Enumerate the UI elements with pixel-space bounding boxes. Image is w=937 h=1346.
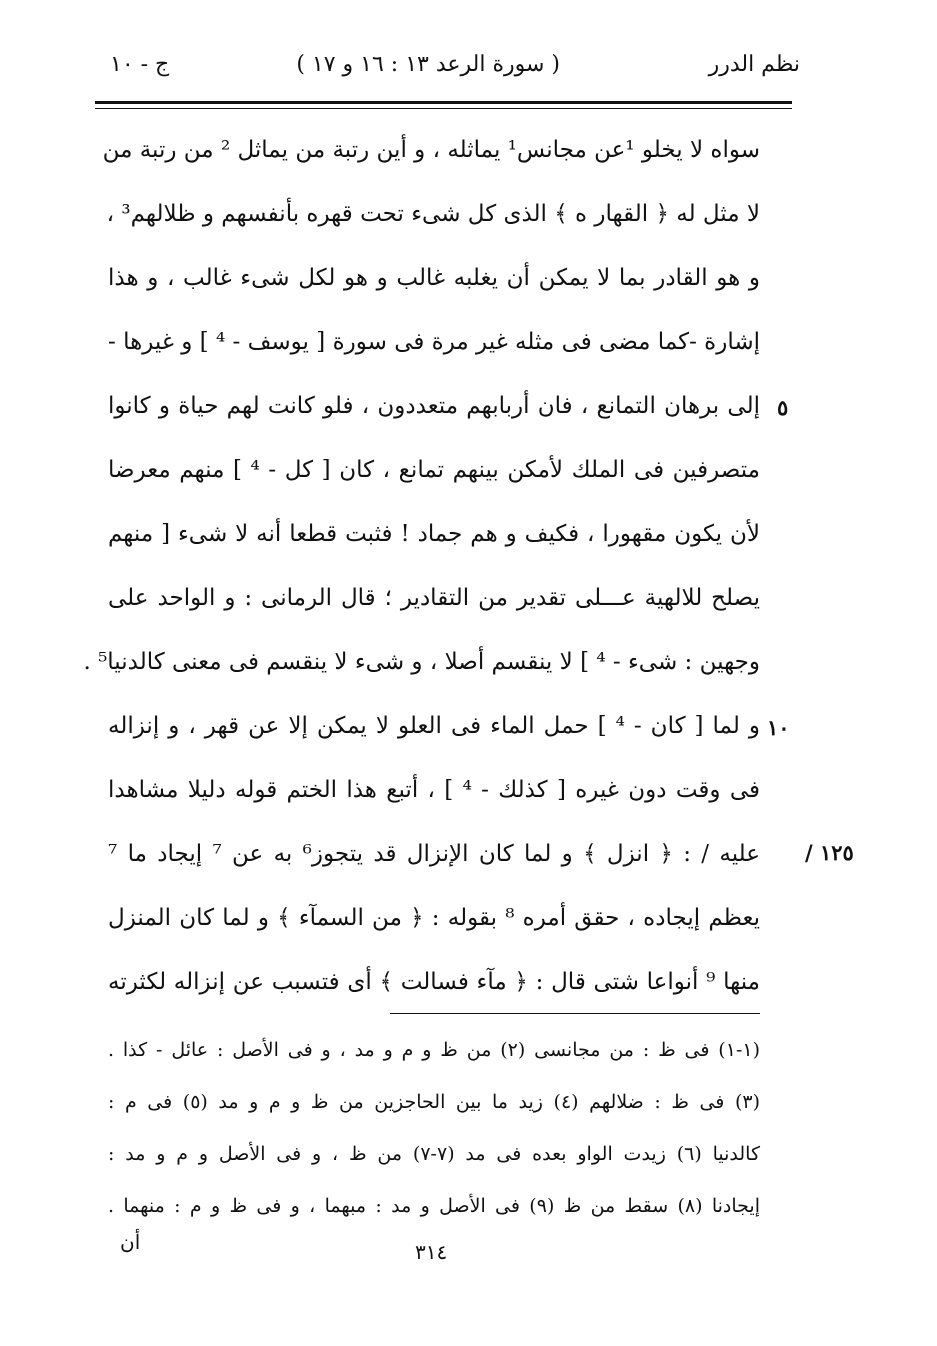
text-line: و هو القادر بما لا يمكن أن يغلبه غالب و هو لكل شىء غالب ، و هذا <box>108 265 760 291</box>
text-line: لأن يكون مقهورا ، فكيف و هم جماد ! فثبت قطعا أنه لا شىء [ منهم <box>108 521 760 547</box>
volume-number: ج - ١٠ <box>110 52 170 77</box>
text-line: يعظم إيجاده ، حقق أمره ⁸ بقوله : ﴿ من السمآء ﴾ و لما كان المنزل <box>108 905 760 931</box>
text-line: لا مثل له ﴿ القهار ه ﴾ الذى كل شىء تحت قهره بأنفسهم و ظلالهم³ ، <box>106 201 760 227</box>
catchword: أن <box>120 1230 141 1254</box>
folio-marker: ١٢٥ / <box>805 840 854 865</box>
header-rule-thin <box>95 108 792 109</box>
text-line: يصلح للالهية عـــلى تقدير من التقادير ؛ قال الرمانى : و الواحد على <box>108 585 760 611</box>
text-line: سواه لا يخلو ¹عن مجانس¹ يماثله ، و أين رتبة من يماثل ² من رتبة من <box>102 137 760 163</box>
footnote-line: كالدنيا (٦) زيدت الواو بعده فى مد (٧-٧) من ظ ، و فى الأصل و م و مد : <box>108 1143 760 1165</box>
text-line: منها ⁹ أنواعا شتى قال : ﴿ مآء فسالت ﴾ أى فتسبب عن إنزاله لكثرته <box>108 969 761 995</box>
running-header <box>100 52 800 92</box>
text-line: وجهين : شىء - ⁴ ] لا ينقسم أصلا ، و شىء لا ينقسم فى معنى كالدنيا⁵ . <box>83 649 760 675</box>
footnote-line: (١-١) فى ظ : من مجانسى (٢) من ظ و م و مد ، و فى الأصل : عائل - كذا . <box>108 1039 760 1061</box>
surah-reference: ( سورة الرعد ١٣ : ١٦ و ١٧ ) <box>296 52 560 77</box>
footnote-rule <box>390 1013 760 1014</box>
footnotes <box>108 1030 760 1238</box>
line-number-10: ١٠ <box>767 715 790 740</box>
text-line: فى وقت دون غيره [ كذلك - ⁴ ] ، أتبع هذا الختم قوله دليلا مشاهدا <box>108 777 760 803</box>
text-line: إلى برهان التمانع ، فان أربابهم متعددون ، فلو كانت لهم حياة و كانوا <box>108 393 760 419</box>
footnote-line: (٣) فى ظ : ضلالهم (٤) زيد ما بين الحاجزين من ظ و م و مد (٥) فى م : <box>108 1091 761 1113</box>
text-line: إشارة -كما مضى فى مثله غير مرة فى سورة [ يوسف - ⁴ ] و غيرها - <box>108 329 760 355</box>
text-line: عليه / : ﴿ انزل ﴾ و لما كان الإنزال قد يتجوز⁶ به عن ⁷ إيجاد ما ⁷ <box>108 841 761 867</box>
line-number-5: ٥ <box>777 395 789 420</box>
footnote-line: إيجادنا (٨) سقط من ظ (٩) فى الأصل و مد : مبهما ، و فى ظ و م : منهما . <box>108 1195 760 1217</box>
header-rule-thick <box>95 101 792 104</box>
main-text <box>83 124 761 1020</box>
text-line: متصرفين فى الملك لأمكن بينهم تمانع ، كان [ كل - ⁴ ] منهم معرضا <box>108 457 760 483</box>
book-title: نظم الدرر <box>708 52 800 77</box>
text-line: و لما [ كان - ⁴ ] حمل الماء فى العلو لا يمكن إلا عن قهر ، و إنزاله <box>108 713 760 739</box>
page-number: ٣١٤ <box>415 1240 448 1264</box>
